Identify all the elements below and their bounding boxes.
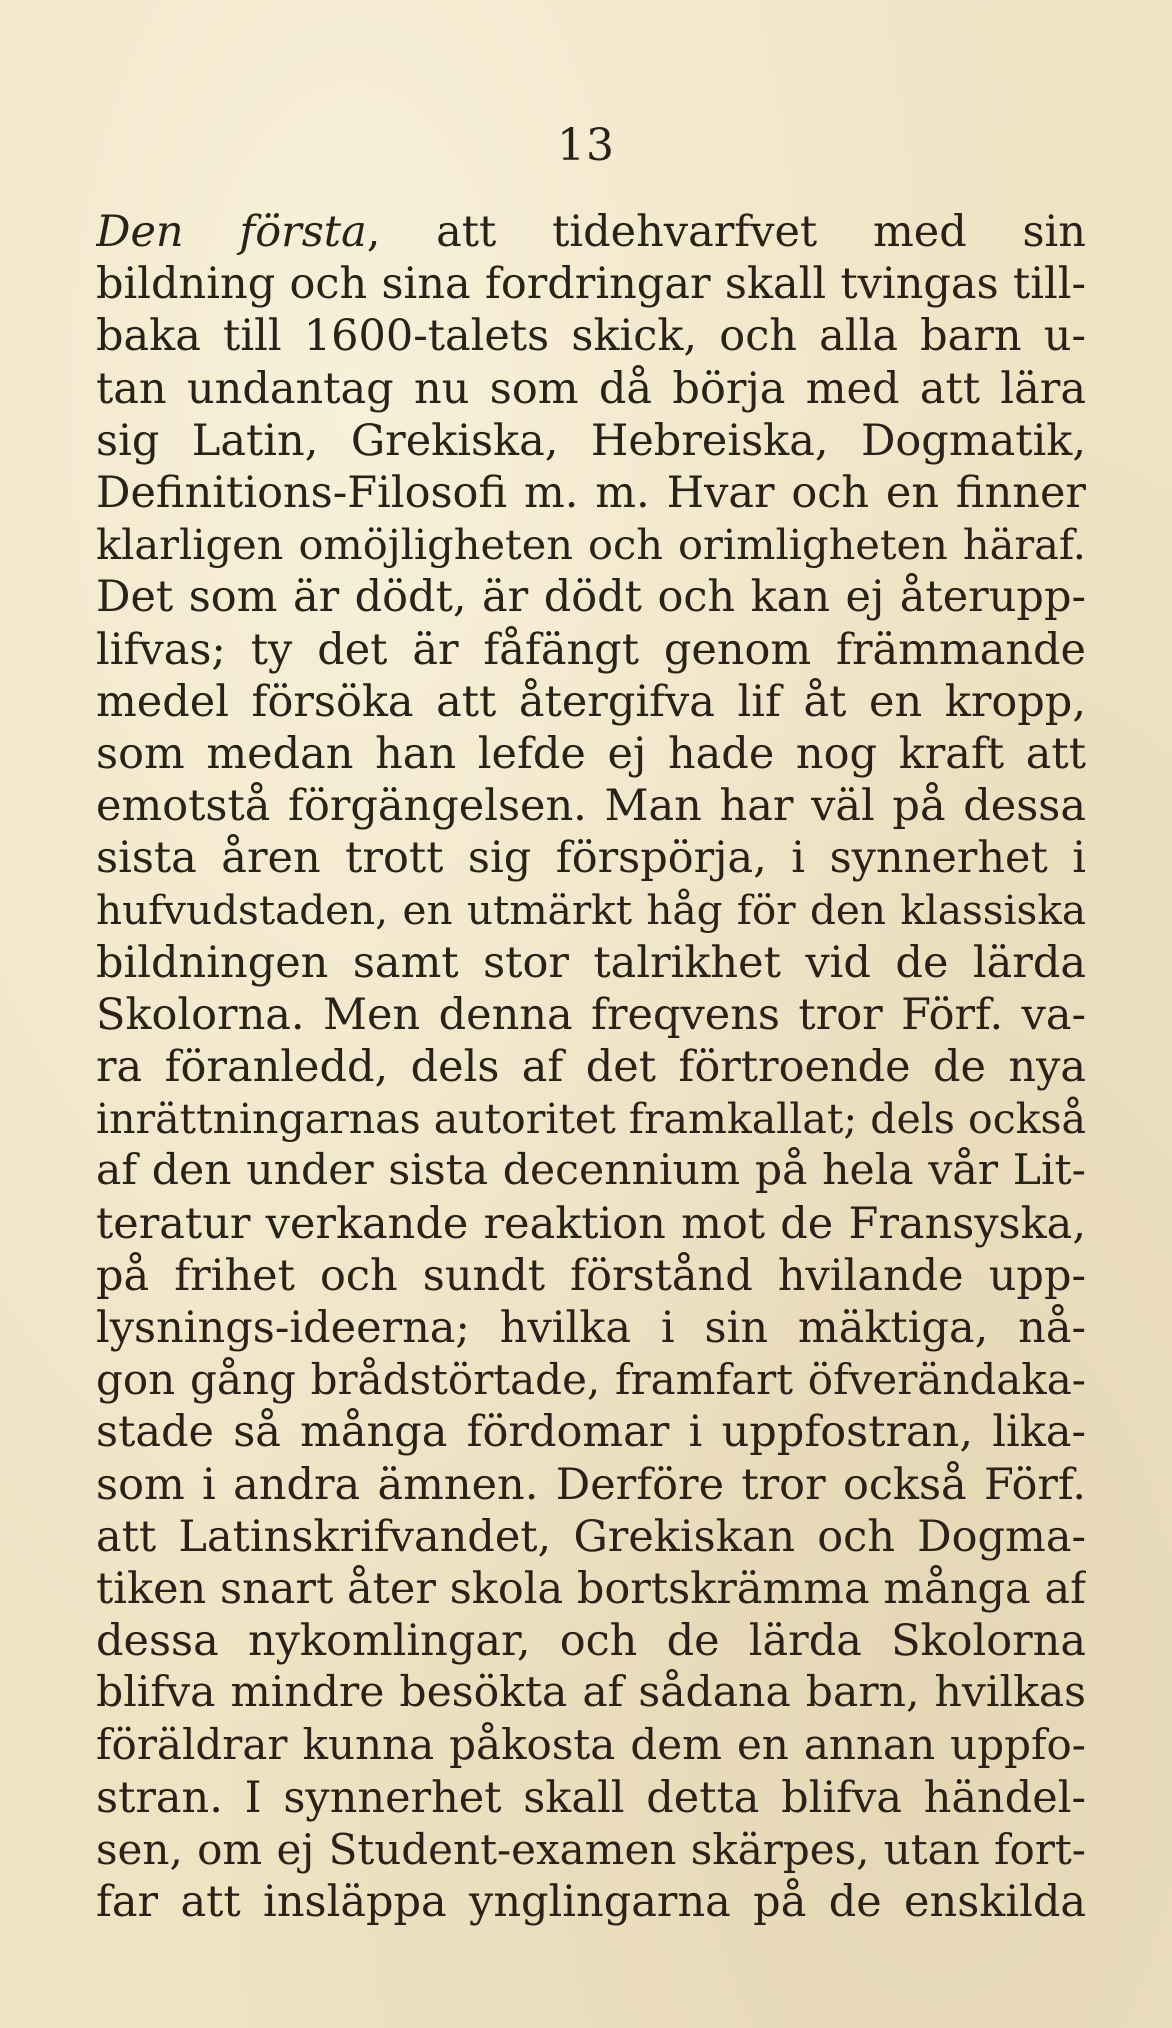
text-line: klarligen omöjligheten och orimligheten häraf. xyxy=(96,520,1086,570)
text-line: sista åren trott sig förspörja, i synnerhet i xyxy=(96,833,1086,884)
text-line: af den under sista decennium på hela vår Lit- xyxy=(96,1146,1086,1196)
text-line: blifva mindre besökta af sådana barn, hvilkas xyxy=(96,1668,1086,1718)
text-line: Definitions-Filosofi m. m. Hvar och en finner xyxy=(96,467,1086,518)
text-line: sen, om ej Student-examen skärpes, utan fort- xyxy=(96,1824,1086,1874)
text-line: som medan han lefde ej hade nog kraft att xyxy=(96,728,1086,779)
text-line: Skolorna. Men denna freqvens tror Förf. va- xyxy=(96,989,1086,1040)
text-line: medel försöka att återgifva lif åt en kropp, xyxy=(96,676,1086,727)
text-line: stade så många fördomar i uppfostran, lika- xyxy=(96,1407,1086,1458)
text-line: inrättningarnas autoritet framkallat; dels också xyxy=(96,1095,1086,1144)
text-line: föräldrar kunna påkosta dem en annan uppfo- xyxy=(96,1720,1086,1770)
text-line: lifvas; ty det är fåfängt genom främmande xyxy=(96,624,1086,675)
text-line xyxy=(96,206,1086,258)
text-line: stran. I synnerhet skall detta blifva händel- xyxy=(96,1772,1086,1823)
text-line: baka till 1600-talets skick, och alla barn u- xyxy=(96,311,1086,362)
text-line: bildningen samt stor talrikhet vid de lärda xyxy=(96,937,1086,988)
text-line: som i andra ämnen. Derföre tror också Förf. xyxy=(96,1459,1086,1510)
text-line: tan undantag nu som då börja med att lära xyxy=(96,363,1086,414)
text-line: gon gång brådstörtade, framfart öfverändaka- xyxy=(96,1355,1086,1405)
text-line: emotstå förgängelsen. Man har väl på dessa xyxy=(96,781,1086,832)
page-number: 13 xyxy=(557,120,615,171)
text-line: hufvudstaden, en utmärkt håg för den klassiska xyxy=(96,886,1086,935)
text-line: ra föranledd, dels af det förtroende de nya xyxy=(96,1042,1086,1092)
text-line: teratur verkande reaktion mot de Fransyska, xyxy=(96,1198,1086,1249)
line-text: , att tidehvarfvet med sin xyxy=(366,207,1086,257)
text-line: dessa nykomlingar, och de lärda Skolorna xyxy=(96,1616,1086,1667)
text-line: sig Latin, Grekiska, Hebreiska, Dogmatik, xyxy=(96,415,1086,466)
body-text xyxy=(96,206,1086,1928)
text-line: att Latinskrifvandet, Grekiskan och Dogma- xyxy=(96,1511,1086,1562)
text-line: lysnings-ideerna; hvilka i sin mäktiga, nå- xyxy=(96,1302,1086,1353)
text-line: far att insläppa ynglingarna på de enskilda xyxy=(96,1877,1086,1927)
text-line: tiken snart åter skola bortskrämma många af xyxy=(96,1563,1086,1614)
text-line: bildning och sina fordringar skall tvingas till- xyxy=(96,259,1086,310)
text-line: på frihet och sundt förstånd hvilande upp- xyxy=(96,1250,1086,1301)
text-line: Det som är dödt, är dödt och kan ej återupp- xyxy=(96,572,1086,623)
italic-lead-phrase: Den första xyxy=(96,207,367,257)
